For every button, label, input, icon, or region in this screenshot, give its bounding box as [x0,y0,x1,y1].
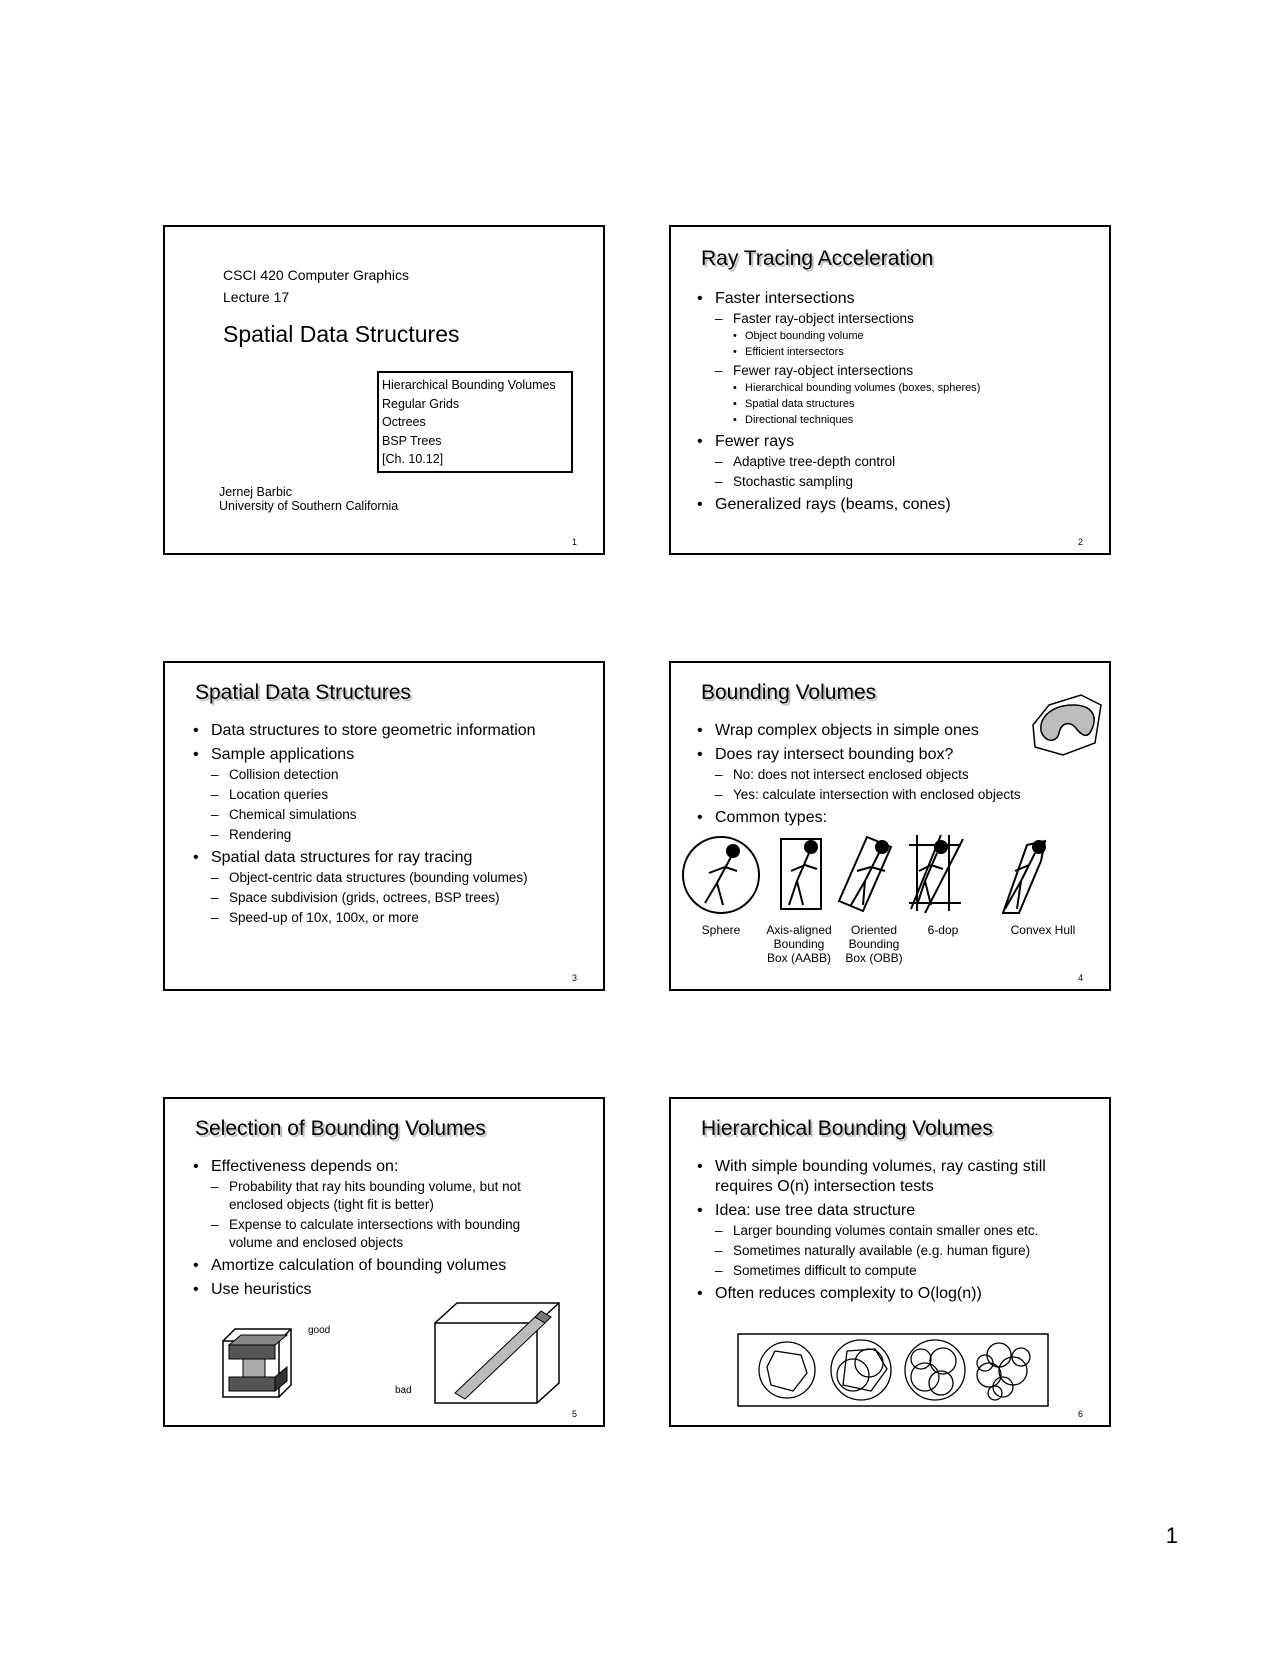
slide-2 [669,225,1111,555]
bullet-text: Effectiveness depends on: [211,1158,399,1175]
convex-hull-figure [1003,840,1046,913]
six-dop-figure [909,835,963,913]
sphere-figure [683,837,759,913]
aabb-figure [781,839,821,909]
bullet [193,745,536,844]
hierarchy-illustration [737,1333,1049,1407]
good-label: good [308,1325,331,1336]
sub-bullet: – Space subdivision (grids, octrees, BSP trees) [211,889,536,907]
slide-3-bullets [193,721,536,931]
bullet-text: Faster intersections [715,290,855,307]
slide-3 [163,661,605,991]
slide-4 [669,661,1111,991]
bullet: • Often reduces complexity to O(log(n)) [697,1284,1067,1304]
sub-bullet-text: Faster ray-object intersections [733,311,914,326]
slide-5-title: Selection of Bounding Volumes [195,1117,486,1140]
sub-sub-bullet: • Hierarchical bounding volumes (boxes, spheres) [733,380,980,396]
bullet-text: Spatial data structures for ray tracing [211,849,473,866]
caption-6dop: 6-dop [927,923,959,937]
sub-bullet: – Object-centric data structures (bounding volumes) [211,869,536,887]
caption-obb: Oriented Bounding Box (OBB) [845,923,903,965]
slide-number: 6 [1077,1409,1083,1419]
slide-number: 5 [571,1409,577,1419]
sub-bullet: – Collision detection [211,766,536,784]
slide-6-bullets [697,1157,1067,1308]
bullet: • Common types: [697,808,1021,828]
slide-number: 1 [571,537,577,547]
topic-item: Hierarchical Bounding Volumes [382,378,556,392]
slide-number: 3 [571,973,577,983]
bullet-text: Idea: use tree data structure [715,1202,916,1219]
sub-bullet: – Location queries [211,786,536,804]
slide-4-bullets [697,721,1021,832]
bullet-text: Sample applications [211,746,355,763]
bullet [697,745,1021,804]
sub-bullet: – Sometimes naturally available (e.g. human figure) [715,1242,1067,1260]
slide-6 [669,1097,1111,1427]
slide-4-title: Bounding Volumes [701,681,877,704]
bullet [697,1201,1067,1280]
sub-bullet: – Probability that ray hits bounding volume, but not enclosed objects (tight fit is better) [211,1178,553,1214]
sub-sub-bullet: • Directional techniques [733,412,980,428]
slide-2-bullets [697,289,980,519]
sub-bullet: – Larger bounding volumes contain smaller ones etc. [715,1222,1067,1240]
bullet: • Amortize calculation of bounding volumes [193,1256,553,1276]
sub-bullet: – Chemical simulations [211,806,536,824]
page-number: 1 [1165,1523,1178,1548]
course-name: CSCI 420 Computer Graphics [223,267,409,283]
bullet: • Wrap complex objects in simple ones [697,721,1021,741]
sub-bullet-text: Fewer ray-object intersections [733,363,914,378]
bad-fit-illustration [433,1301,563,1405]
bullet: • Use heuristics [193,1280,553,1300]
lecture-number: Lecture 17 [223,289,290,305]
topic-item: [Ch. 10.12] [382,452,444,466]
bullet-text: Does ray intersect bounding box? [715,746,954,763]
sub-sub-bullet: • Object bounding volume [733,328,980,344]
bullet [193,1157,553,1252]
caption-convex-hull: Convex Hull [1010,923,1076,937]
bullet: • Data structures to store geometric information [193,721,536,741]
sub-bullet: – Expense to calculate intersections with bounding volume and enclosed objects [211,1216,553,1252]
sub-bullet: – Speed-up of 10x, 100x, or more [211,909,536,927]
bullet-text: Fewer rays [715,433,795,450]
obb-figure [839,837,891,911]
caption-aabb: Axis-aligned Bounding Box (AABB) [766,923,832,965]
topic-item: Octrees [382,415,426,429]
bad-label: bad [395,1385,412,1396]
slide-number: 2 [1077,537,1083,547]
sub-bullet: – Yes: calculate intersection with enclosed objects [715,786,1021,804]
slide-1-title: Spatial Data Structures [223,321,460,347]
topic-item: BSP Trees [382,433,442,448]
good-fit-illustration [221,1321,301,1401]
bounding-volume-types-illustration [679,831,1099,921]
sub-bullet: – Adaptive tree-depth control [715,453,980,471]
sub-bullet: – Stochastic sampling [715,473,980,491]
bullet [697,432,980,491]
topics-box [377,371,573,473]
slide-2-title: Ray Tracing Acceleration [701,247,934,270]
author-name: Jernej Barbic [219,485,292,499]
caption-sphere: Sphere [701,923,741,937]
sub-bullet: – Sometimes difficult to compute [715,1262,1067,1280]
bullet: • With simple bounding volumes, ray casting still requires O(n) intersection tests [697,1157,1067,1197]
slide-5 [163,1097,605,1427]
sub-bullet [715,362,980,428]
slide-6-title: Hierarchical Bounding Volumes [701,1117,993,1140]
author-affiliation: University of Southern California [219,499,399,513]
sub-sub-bullet: • Spatial data structures [733,396,980,412]
sub-sub-bullet: • Efficient intersectors [733,344,980,360]
sub-bullet: – No: does not intersect enclosed objects [715,766,1021,784]
sub-bullet: – Rendering [211,826,536,844]
topic-item: Regular Grids [382,396,460,411]
slide-number: 4 [1077,973,1083,983]
slide-1 [163,225,605,555]
bullet: • Generalized rays (beams, cones) [697,495,980,515]
convex-hull-illustration [1029,693,1109,763]
slide-5-bullets [193,1157,553,1304]
sub-bullet [715,310,980,360]
bullet [193,848,536,927]
slide-3-title: Spatial Data Structures [195,681,411,704]
bullet [697,289,980,428]
